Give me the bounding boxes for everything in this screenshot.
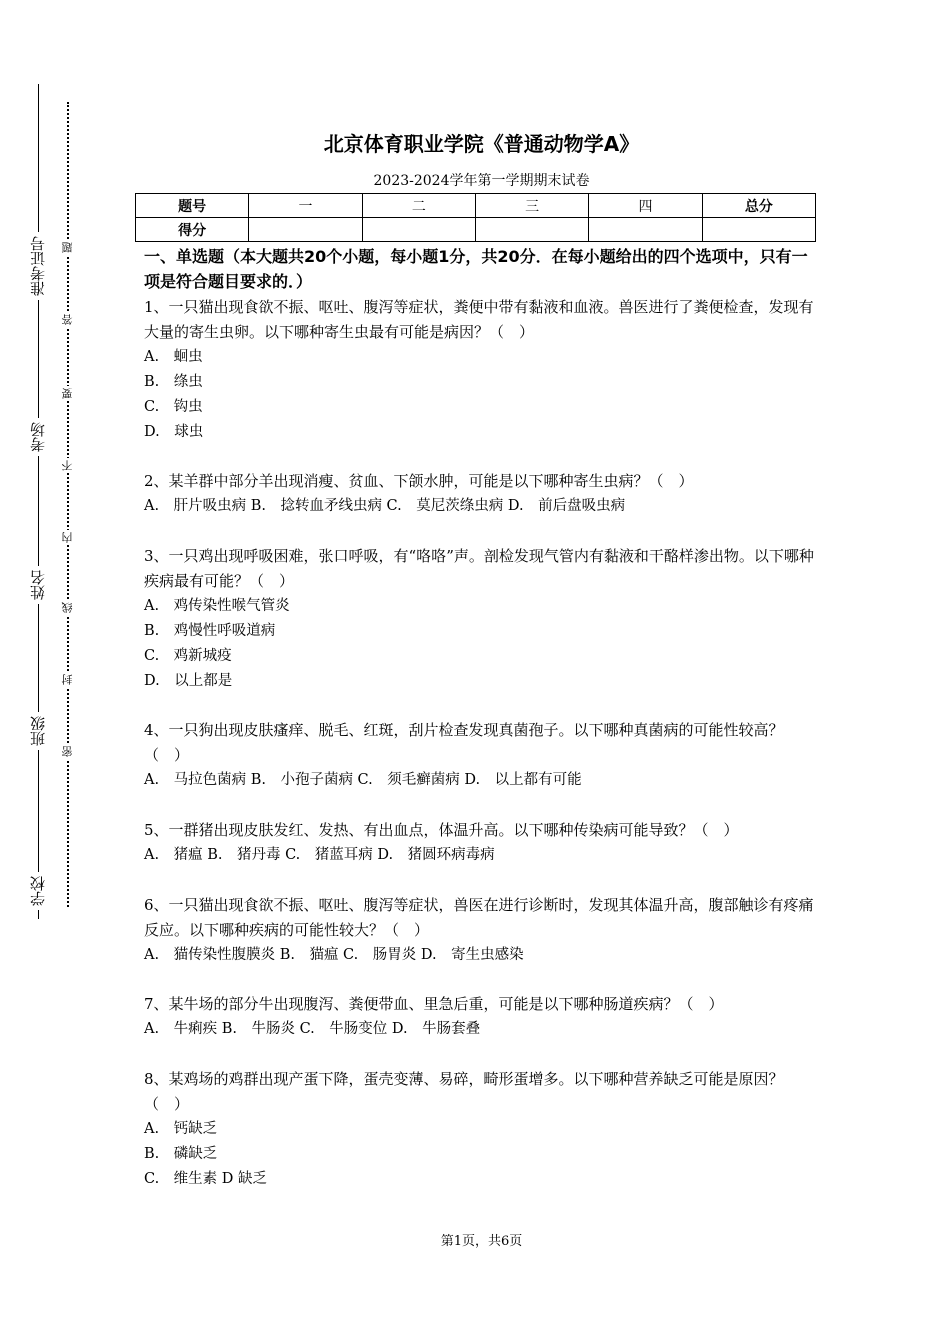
question-option: D. 球虫 (144, 424, 204, 440)
page-number: 第1页，共6页 (440, 1234, 523, 1249)
question-option: C. 钩虫 (144, 399, 203, 415)
question-option: B. 鸡慢性呼吸道病 (144, 623, 276, 639)
question-option: B. 绦虫 (144, 374, 203, 390)
question-1 (144, 295, 819, 445)
question-7 (144, 992, 819, 1042)
score-header-cell: 二 (362, 194, 475, 218)
question-5 (144, 818, 819, 868)
question-option: A. 牛痢疾 B. 牛肠炎 C. 牛肠变位 D. 牛肠套叠 (144, 1021, 481, 1037)
score-header-cell: 一 (249, 194, 362, 218)
question-option: A. 肝片吸虫病 B. 捻转血矛线虫病 C. 莫尼茨绦虫病 D. 前后盘吸虫病 (144, 498, 626, 514)
binding-solid-line (38, 84, 39, 919)
dotted-char: 题 (59, 240, 77, 255)
exam-title: 北京体育职业学院《普通动物学A》 (323, 132, 640, 156)
question-2 (144, 469, 819, 519)
question-option: B. 磷缺乏 (144, 1146, 218, 1162)
section-title: 一、单选题（本大题共20个小题，每小题1分，共20分．在每小题给出的四个选项中，只有一项是符合题目要求的．） (144, 247, 808, 291)
question-option: C. 维生素 D 缺乏 (144, 1171, 268, 1187)
question-option: A. 猪瘟 B. 猪丹毒 C. 猪蓝耳病 D. 猪圆环病毒病 (144, 847, 495, 863)
score-cell (702, 218, 815, 242)
dotted-char: 密 (59, 744, 77, 759)
question-4 (144, 718, 819, 793)
score-cell (362, 218, 475, 242)
score-cell (589, 218, 702, 242)
score-row-label: 得分 (136, 218, 249, 242)
question-stem: 6、一只猫出现食欲不振、呕吐、腹泻等症状，兽医在进行诊断时，发现其体温升高，腹部触诊有疼痛反应。以下哪种疾病的可能性较大？（ ） (144, 896, 814, 939)
question-option: C. 鸡新城疫 (144, 648, 232, 664)
score-header-cell: 四 (589, 194, 702, 218)
question-3 (144, 544, 819, 694)
question-8 (144, 1067, 819, 1192)
score-header-cell: 题号 (136, 194, 249, 218)
question-stem: 4、一只狗出现皮肤瘙痒、脱毛、红斑，刮片检查发现真菌孢子。以下哪种真菌病的可能性较高？（ ） (144, 721, 784, 764)
question-option: A. 鸡传染性喉气管炎 (144, 598, 290, 614)
class-label: 班级 (18, 712, 58, 750)
score-table-header-row (136, 194, 816, 218)
dotted-char: 不 (59, 458, 77, 473)
question-6 (144, 893, 819, 968)
dotted-char: 线 (59, 600, 77, 615)
question-option: A. 钙缺乏 (144, 1121, 218, 1137)
question-stem: 3、一只鸡出现呼吸困难，张口呼吸，有“咯咯”声。剖检发现气管内有黏液和干酪样渗出物。以下哪种疾病最有可能？（ ） (144, 547, 814, 590)
exam-subtitle: 2023-2024学年第一学期期末试卷 (373, 173, 590, 189)
question-option: D. 以上都是 (144, 673, 233, 689)
exam-number-label: 准考证号 (18, 232, 58, 300)
dotted-char: 答 (59, 312, 77, 327)
question-option: A. 蛔虫 (144, 349, 203, 365)
question-stem: 7、某牛场的部分牛出现腹泻、粪便带血、里急后重，可能是以下哪种肠道疾病？（ ） (144, 995, 724, 1013)
question-option: A. 马拉色菌病 B. 小孢子菌病 C. 须毛癣菌病 D. 以上都有可能 (144, 772, 582, 788)
school-label: 学校 (18, 872, 58, 910)
question-stem: 8、某鸡场的鸡群出现产蛋下降，蛋壳变薄、易碎，畸形蛋增多。以下哪种营养缺乏可能是原因？（ ） (144, 1070, 784, 1113)
question-stem: 1、一只猫出现食欲不振、呕吐、腹泻等症状，粪便中带有黏液和血液。兽医进行了粪便检查，发现有大量的寄生虫卵。以下哪种寄生虫最有可能是病因？（ ） (144, 298, 814, 341)
question-option: A. 猫传染性腹膜炎 B. 猫瘟 C. 肠胃炎 D. 寄生虫感染 (144, 947, 524, 963)
score-header-cell: 总分 (702, 194, 815, 218)
exam-room-label: 考场 (18, 418, 58, 456)
score-cell (475, 218, 588, 242)
binding-dotted-line (67, 102, 69, 907)
score-table (135, 193, 816, 242)
question-stem: 2、某羊群中部分羊出现消瘦、贫血、下颌水肿，可能是以下哪种寄生虫病？（ ） (144, 472, 694, 490)
dotted-char: 内 (59, 530, 77, 545)
score-cell (249, 218, 362, 242)
dotted-char: 封 (59, 672, 77, 687)
student-name-label: 姓名 (18, 566, 58, 604)
question-stem: 5、一群猪出现皮肤发红、发热、有出血点，体温升高。以下哪种传染病可能导致？（ ） (144, 821, 739, 839)
score-table-score-row (136, 218, 816, 242)
dotted-char: 要 (59, 386, 77, 401)
score-header-cell: 三 (475, 194, 588, 218)
